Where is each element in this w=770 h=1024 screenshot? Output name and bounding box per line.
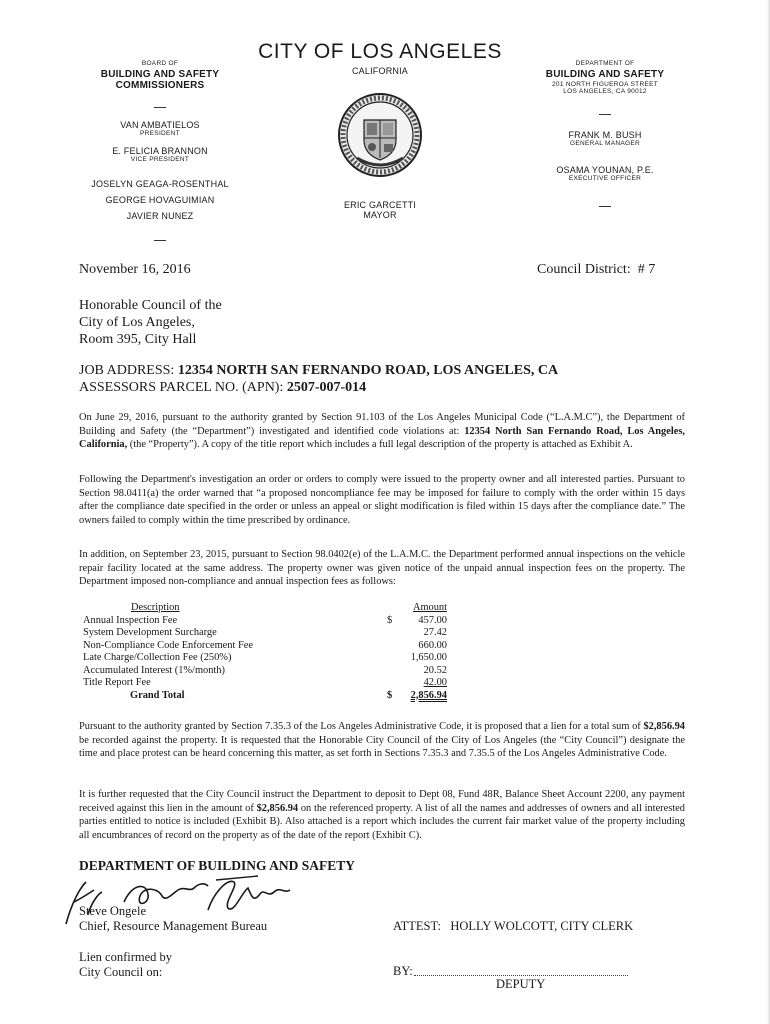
paragraph-text: (the “Property”). A copy of the title report which includes a full legal description of the property is attached as Exhibit A. [127, 439, 633, 451]
fee-amount: 42.00 [423, 677, 447, 688]
fee-description: Non-Compliance Code Enforcement Fee [83, 639, 253, 651]
mayor-name: ERIC GARCETTI [343, 200, 417, 210]
council-district: Council District: # 7 [537, 262, 656, 277]
paragraph-4 [79, 720, 685, 761]
signer-title: Chief, Resource Management Bureau [79, 918, 268, 933]
property-address: 12354 North San Fernando Road, Los Angeles, California, [79, 425, 685, 451]
divider [154, 240, 166, 241]
fee-amount: 20.52 [423, 664, 447, 676]
fee-amount: 27.42 [423, 627, 447, 638]
dept-name: BUILDING AND SAFETY [545, 69, 665, 80]
signature-line [414, 975, 628, 976]
paragraph-text: on the referenced property. A list of all the names and addresses of owners and all interested parties entitled to notice is included (Exhibit B). Also attached is a report which includes the current fair market value of the property including all encumbrances of record on the property as of the date of the report (Exhibit C). [79, 802, 685, 841]
city-title: CITY OF LOS ANGELES [258, 40, 502, 63]
member-title: VICE PRESIDENT [130, 156, 190, 163]
fee-description: Annual Inspection Fee [83, 614, 178, 626]
member-title: PRESIDENT [140, 130, 180, 137]
state: CALIFORNIA [351, 66, 408, 76]
fee-description: Accumulated Interest (1%/month) [83, 664, 225, 676]
city-seal-icon [337, 92, 423, 178]
paragraph-text: On June 29, 2016, pursuant to the authority granted by Section 91.103 of the Los Angeles Municipal Code (“L.A.M.C”), the Department of Building and Safety (the “Department”) investigated and identified code violations at: [79, 412, 685, 437]
fee-amount: 457.00 [418, 614, 447, 626]
member-name: JOSELYN GEAGA-ROSENTHAL [91, 179, 229, 189]
apn: 2507-007-014 [286, 380, 367, 395]
letterhead-left [60, 60, 260, 241]
attest-line: ATTEST: HOLLY WOLCOTT, CITY CLERK [393, 919, 634, 933]
dept-of: DEPARTMENT OF [575, 60, 635, 67]
member-name: VAN AMBATIELOS [120, 120, 200, 130]
fee-description: Late Charge/Collection Fee (250%) [83, 652, 232, 663]
fee-row [83, 652, 447, 665]
fee-row [83, 615, 447, 628]
by-label: BY: [393, 964, 413, 978]
paragraph-2: Following the Department's investigation an order or orders to comply were issued to the property owner and all interested parties. Pursuant to Section 98.0411(a) the order warned that “a proposed noncompliance fee may be imposed for failure to comply with the order within 15 days after the compliance date specified in the order or unless an appeal or slight modification is filed within 15 days after the compliance date.” The owners failed to comply within the time prescribed by ordinance. [79, 474, 685, 526]
paragraph-text: Pursuant to the authority granted by Section 7.35.3 of the Los Angeles Administrative Code, it is proposed that a lien for a total sum of [79, 721, 644, 732]
currency-symbol: $ [387, 689, 393, 701]
board-name-1: BUILDING AND SAFETY [100, 69, 220, 80]
lien-confirmed-line: Lien confirmed by [79, 950, 173, 964]
member-name: JAVIER NUNEZ [126, 211, 194, 221]
board-name-2: COMMISSIONERS [115, 80, 205, 91]
officer-name: OSAMA YOUNAN, P.E. [556, 165, 654, 175]
fee-amount: 1,650.00 [410, 652, 447, 663]
department-heading: DEPARTMENT OF BUILDING AND SAFETY [79, 858, 356, 873]
recipient-block [79, 297, 222, 348]
divider [154, 107, 166, 108]
fee-row [83, 640, 447, 653]
officer-name: FRANK M. BUSH [568, 130, 642, 140]
job-address: 12354 NORTH SAN FERNANDO ROAD, LOS ANGELES, CA [177, 363, 559, 378]
lien-confirmed-line: City Council on: [79, 964, 163, 979]
fee-table [83, 602, 453, 712]
divider [599, 114, 611, 115]
letter-date: November 16, 2016 [79, 262, 191, 277]
fee-row [83, 665, 447, 678]
fee-description: System Development Surcharge [83, 627, 217, 638]
lien-confirmed-block [79, 950, 172, 979]
member-name: E. FELICIA BRANNON [112, 146, 208, 156]
officer-title: GENERAL MANAGER [570, 140, 640, 147]
board-of: BOARD OF [141, 60, 179, 67]
fee-amount-header: Amount [412, 602, 447, 613]
job-address-label: JOB ADDRESS: [79, 363, 178, 378]
currency-symbol: $ [387, 614, 393, 626]
apn-line [79, 379, 558, 396]
signer-block [79, 904, 267, 933]
recipient-line: Room 395, City Hall [79, 332, 197, 347]
fee-total: 2,856.94 [410, 689, 447, 701]
job-address-block [79, 362, 558, 396]
fee-description-header: Description [131, 602, 180, 613]
dept-address-1: 201 NORTH FIGUEROA STREET [552, 81, 658, 88]
deputy-label: DEPUTY [496, 977, 546, 991]
mayor-title: MAYOR [363, 210, 397, 220]
officer-title: EXECUTIVE OFFICER [568, 175, 642, 182]
lien-amount: $2,856.94 [643, 721, 685, 732]
letterhead-center [250, 40, 510, 220]
paragraph-1 [79, 411, 685, 452]
recipient-line: Honorable Council of the [79, 298, 222, 313]
fee-row [83, 677, 447, 690]
paragraph-5 [79, 788, 685, 842]
signer-name: Steve Ongele [79, 904, 146, 918]
fee-description: Title Report Fee [83, 677, 151, 688]
fee-row [83, 627, 447, 640]
fee-total-label: Grand Total [130, 689, 185, 701]
paragraph-3: In addition, on September 23, 2015, pursuant to Section 98.0402(e) of the L.A.M.C. the Department performed annual inspections on the vehicle repair facility located at the same address. The property owner was given notice of the unpaid annual inspection fees on the property. The Department imposed non-compliance and annual inspection fees as follows: [79, 549, 685, 588]
apn-label: ASSESSORS PARCEL NO. (APN): [79, 380, 287, 395]
job-address-line [79, 362, 558, 379]
paragraph-text: It is further requested that the City Council instruct the Department to deposit to Dept 08, Fund 48R, Balance Sheet Account 2200, any payment received against this lien in the amount of [79, 789, 685, 814]
divider [599, 206, 611, 207]
recipient-line: City of Los Angeles, [79, 315, 195, 330]
fee-amount: 660.00 [418, 639, 447, 651]
lien-amount: $2,856.94 [256, 802, 299, 814]
dept-address-2: LOS ANGELES, CA 90012 [563, 88, 647, 95]
member-name: GEORGE HOVAGUIMIAN [105, 195, 215, 205]
paragraph-text: be recorded against the property. It is requested that the Honorable City Council of the City of Los Angeles (the “City Council”) designate the time and place protest can be heard concerning this matter, as set forth in Sections 7.35.3 and 7.35.5 of the Los Angeles Administrative Code. [79, 734, 685, 760]
letterhead-right [510, 60, 700, 207]
